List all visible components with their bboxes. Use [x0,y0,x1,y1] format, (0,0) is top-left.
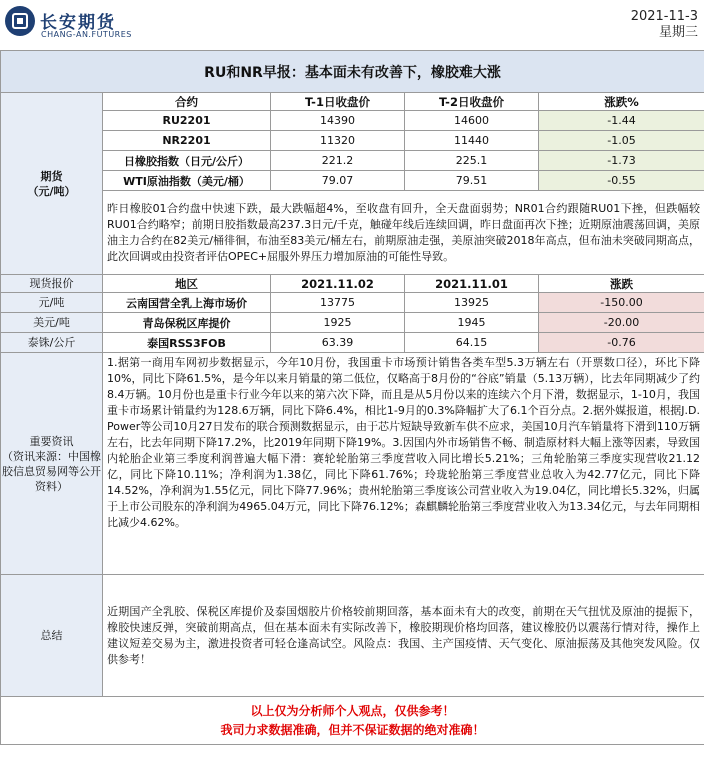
report-date [631,9,698,41]
spot-header-region: 地区 [103,275,271,293]
futures-change: -1.73 [539,151,704,171]
spot-change: -0.76 [539,333,704,353]
date-value: 2021-11-3 [630,9,698,24]
futures-header-t1: T-1日收盘价 [271,93,405,111]
spot-change: -150.00 [539,293,704,313]
spot-name: 泰国RSS3FOB [103,333,271,353]
spot-unit: 元/吨 [1,293,103,313]
spot-d2: 13925 [405,293,539,313]
futures-contract: 日橡胶指数（日元/公斤） [103,151,271,171]
futures-row [1,151,704,171]
company-name-en: CHANG-AN.FUTURES [41,30,132,39]
news-label-main: 重要资讯 [29,434,74,448]
futures-contract: NR2201 [103,131,271,151]
spot-row [1,293,704,313]
futures-row [1,171,704,191]
spot-unit: 美元/吨 [1,313,103,333]
spot-header-change: 涨跌 [539,275,704,293]
futures-t1: 221.2 [271,151,405,171]
news-content: 1.据第一商用车网初步数据显示，今年10月份，我国重卡市场预计销售各类车型5.3万辆左右（开票数口径），环比下降10%，同比下降61.5%，是今年以来月销量的第二低位，仅略高于8月份的“谷底”销量（5.13万辆），比去年同期减少了约8.4万辆。10月份也是重卡行业今年以来的第六次下降，而且是从5月份以来的连续六个月下滑，数据显示，1-10月，我国重卡市场累计销量约为128.6万辆，同比下降6.4%，相比1-9月的0.3%降幅扩大了6.1个百分点。2.据外媒报道，根据J.D. Power等公司10月27日发布的联合预测数据显示，由于芯片短缺导致新车供不应求，美国10月汽车销量将下滑到110万辆左右，比去年同期下降17.2%，比2019年同期下降19%。3.因国内外市场销售不畅、制造原材料大幅上涨等因素，导致国内轮胎企业第三季度利润普遍大幅下滑：赛轮轮胎第三季度营收入同比增长5.21%；三角轮胎第三季度实现营收21.12亿，同比下降10.11%；净利润为1.38亿，同比下降61.76%；玲珑轮胎第三季度营业总收入为42.77亿元，同比下降14.52%，净利润为1.55亿元，同比下降77.96%；贵州轮胎第三季度该公司营业收入为19.04亿，同比增长5.32%，归属于上市公司股东的净利润为4965.04万元，同比下降76.12%；森麒麟轮胎第三季度营业收入为13.34亿元，与去年同期相比减少4.62%。 [103,353,704,575]
futures-t2: 225.1 [405,151,539,171]
spot-row [1,313,704,333]
news-label-source: （资讯来源：中国橡胶信息贸易网等公开资料） [2,449,101,493]
report-header [0,0,704,50]
futures-contract: RU2201 [103,111,271,131]
spot-name: 云南国营全乳上海市场价 [103,293,271,313]
spot-d1: 63.39 [271,333,405,353]
spot-change: -20.00 [539,313,704,333]
news-section-label [1,353,103,575]
futures-t1: 14390 [271,111,405,131]
futures-change: -0.55 [539,171,704,191]
futures-header-t2: T-2日收盘价 [405,93,539,111]
spot-name: 青岛保税区库提价 [103,313,271,333]
futures-header-contract: 合约 [103,93,271,111]
spot-d2: 64.15 [405,333,539,353]
spot-unit: 泰铢/公斤 [1,333,103,353]
spot-header-date2: 2021.11.01 [405,275,539,293]
disclaimer [1,697,704,745]
futures-t2: 79.51 [405,171,539,191]
futures-change: -1.44 [539,111,704,131]
futures-row [1,111,704,131]
futures-section-label [1,93,103,275]
summary-content: 近期国产全乳胶、保税区库提价及泰国烟胶片价格较前期回落，基本面未有大的改变，前期在天气扭忧及原油的提振下，橡胶快速反弹，突破前期高点，但在基本面未有实际改善下，橡胶期现价格均回落，建议橡胶仍以震荡行情对待，操作上建议短差交易为主，激进投资者可轻仓逢高试空。风险点：我国、主产国疫情、天气变化、原油振荡及其他突发风险。仅供参考！ [103,575,704,697]
summary-section-label: 总结 [1,575,103,697]
spot-section-label: 现货报价 [1,275,103,293]
report-title: RU和NR早报：基本面未有改善下，橡胶难大涨 [1,51,704,93]
spot-d2: 1945 [405,313,539,333]
futures-contract: WTI原油指数（美元/桶） [103,171,271,191]
spot-row [1,333,704,353]
futures-label-main: 期货 [40,169,63,183]
futures-t1: 79.07 [271,171,405,191]
disclaimer-line-1: 以上仅为分析师个人观点，仅供参考！ [250,703,455,718]
spot-d1: 1925 [271,313,405,333]
company-name-cn: 长安期货 [40,13,116,33]
futures-t1: 11320 [271,131,405,151]
spot-header-date1: 2021.11.02 [271,275,405,293]
futures-commentary: 昨日橡胶01合约盘中快速下跌，最大跌幅超4%，至收盘有回升，全天盘面弱势；NR01合约跟随RU01下挫，但跌幅较RU01合约略窄；前期日胶指数最高237.3日元/千克，触碰年线后连续回调，昨日盘面再次下挫；近期原油震荡回调，美原油主力合约在82美元/桶徘徊，布油至83美元/桶左右，前期原油走强，美原油突破2018年高点，但布油未突破同期高点，此次回调或由投资者评估OPEC+屈服外界压力增加原油的可能性导致。 [103,191,704,275]
disclaimer-line-2: 我司力求数据准确，但并不保证数据的绝对准确！ [220,722,485,737]
futures-t2: 11440 [405,131,539,151]
report-table [0,50,704,745]
futures-change: -1.05 [539,131,704,151]
company-logo-icon [5,6,35,36]
futures-t2: 14600 [405,111,539,131]
weekday-value: 星期三 [658,25,698,40]
spot-d1: 13775 [271,293,405,313]
futures-header-change: 涨跌% [539,93,704,111]
futures-row [1,131,704,151]
futures-label-unit: （元/吨） [27,184,76,198]
